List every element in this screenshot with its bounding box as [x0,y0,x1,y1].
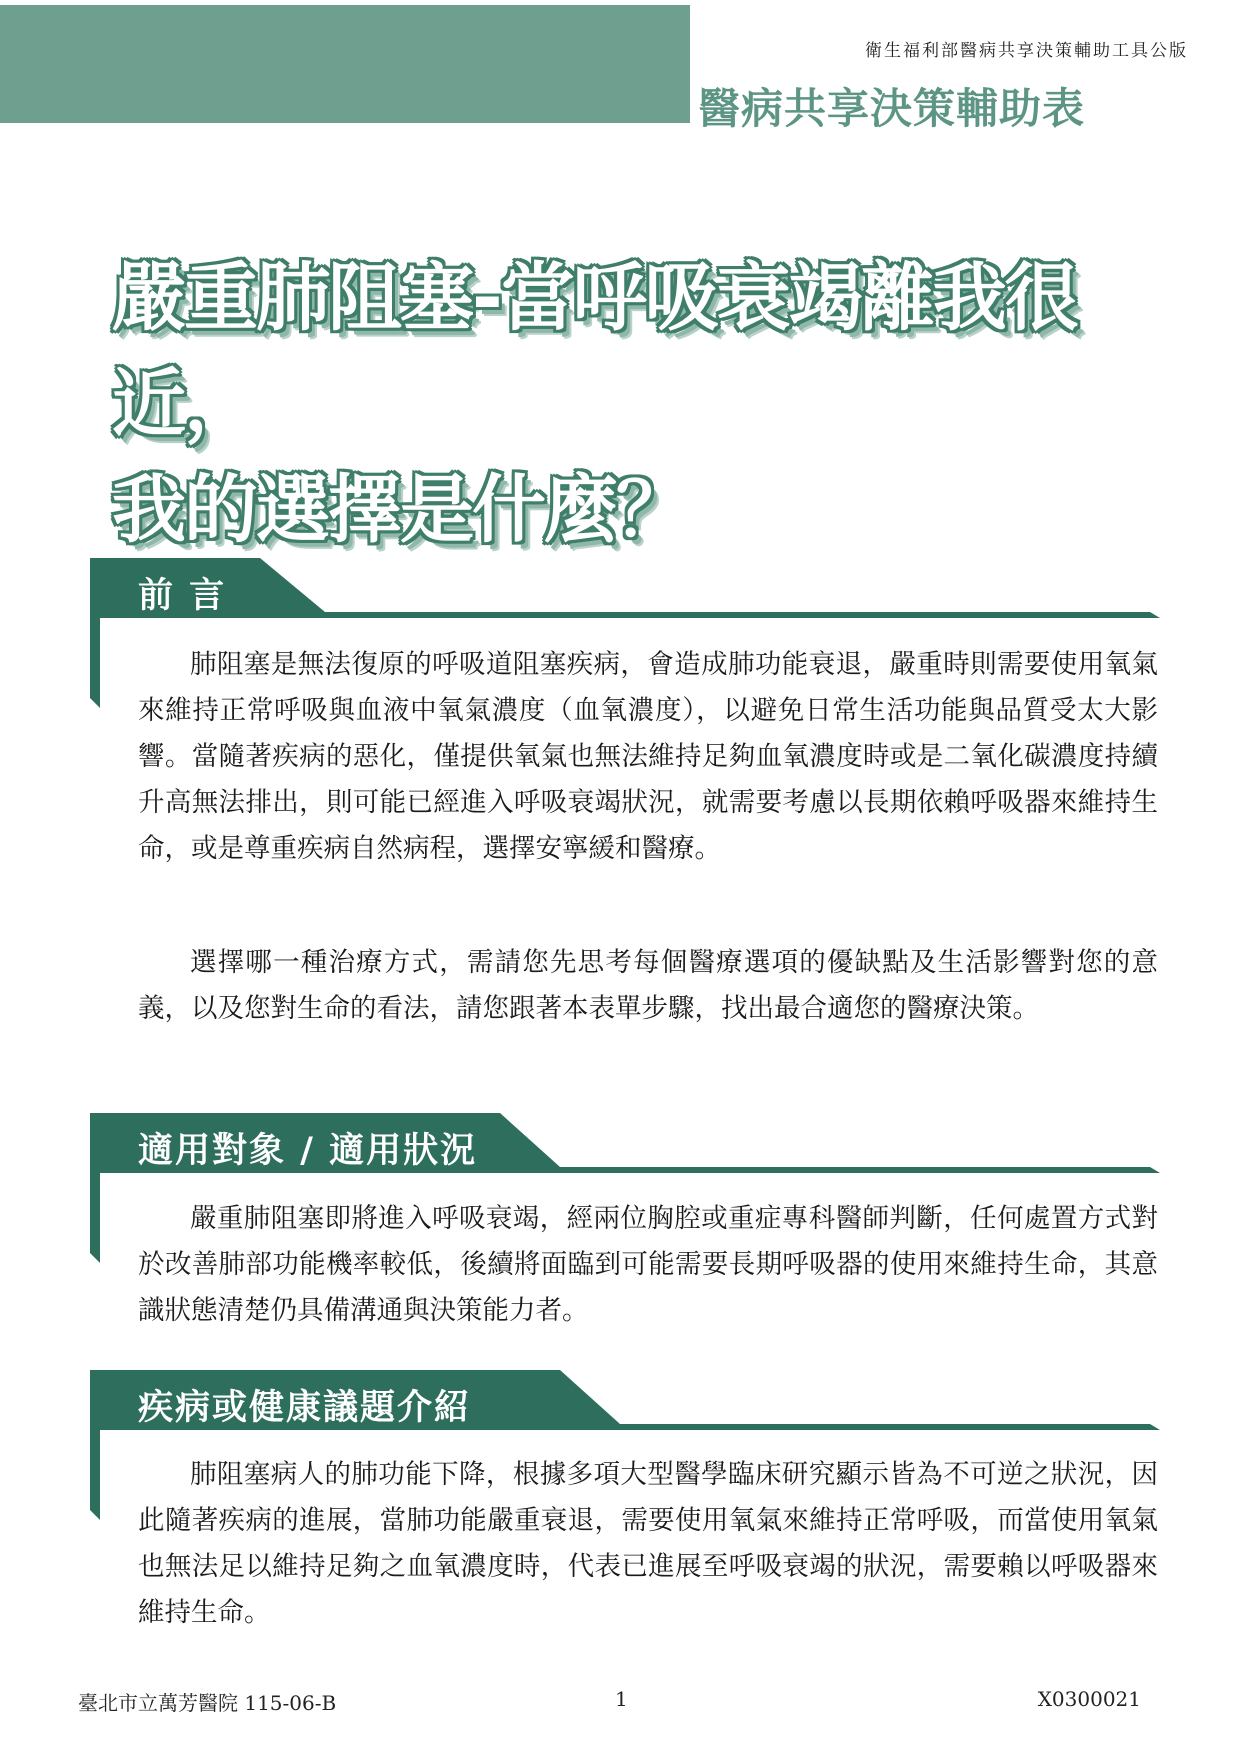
paragraph-disease: 肺阻塞病人的肺功能下降，根據多項大型醫學臨床研究顯示皆為不可逆之狀況，因此隨著疾病的進展，當肺功能嚴重衰退，需要使用氧氣來維持正常呼吸，而當使用氧氣也無法足以維持足夠之血氧濃度時，代表已進展至呼吸衰竭的狀況，需要賴以呼吸器來維持生命。 [138,1459,1158,1628]
section-title-applicable: 適用對象 / 適用狀況 [138,1131,478,1171]
page-title [112,245,1152,563]
section-header-applicable [90,1113,1160,1183]
section-header-intro [90,558,1160,628]
ministry-label: 衛生福利部醫病共享決策輔助工具公版 [865,41,1188,61]
footer-form-code: X0300021 [1037,1687,1141,1711]
title-line-2: 我的選擇是什麼？ [112,467,688,553]
section-title-intro: 前 言 [138,576,227,616]
section-header-disease [90,1370,1160,1440]
section-title-disease: 疾病或健康議題介紹 [138,1388,472,1428]
paragraph-intro-1: 肺阻塞是無法復原的呼吸道阻塞疾病，會造成肺功能衰退，嚴重時則需要使用氧氣來維持正常呼吸與血液中氧氣濃度（血氧濃度），以避免日常生活功能與品質受太大影響。當隨著疾病的惡化，僅提供氧氣也無法維持足夠血氧濃度時或是二氧化碳濃度持續升高無法排出，則可能已經進入呼吸衰竭狀況，就需要考慮以長期依賴呼吸器來維持生命，或是尊重疾病自然病程，選擇安寧緩和醫療。 [138,649,1158,864]
paragraph-intro-2: 選擇哪一種治療方式，需請您先思考每個醫療選項的優缺點及生活影響對您的意義，以及您對生命的看法，請您跟著本表單步驟，找出最合適您的醫療決策。 [138,947,1158,1024]
footer-hospital: 臺北市立萬芳醫院 115-06-B [78,1691,337,1715]
form-type-label: 醫病共享決策輔助表 [698,84,1086,133]
title-line-1: 嚴重肺阻塞-當呼吸衰竭離我很近， [112,255,1077,447]
header-band [0,5,690,123]
paragraph-applicable: 嚴重肺阻塞即將進入呼吸衰竭，經兩位胸腔或重症專科醫師判斷，任何處置方式對於改善肺部功能機率較低，後續將面臨到可能需要長期呼吸器的使用來維持生命，其意識狀態清楚仍具備溝通與決策能力者。 [138,1203,1158,1326]
footer-page-number: 1 [615,1687,628,1711]
